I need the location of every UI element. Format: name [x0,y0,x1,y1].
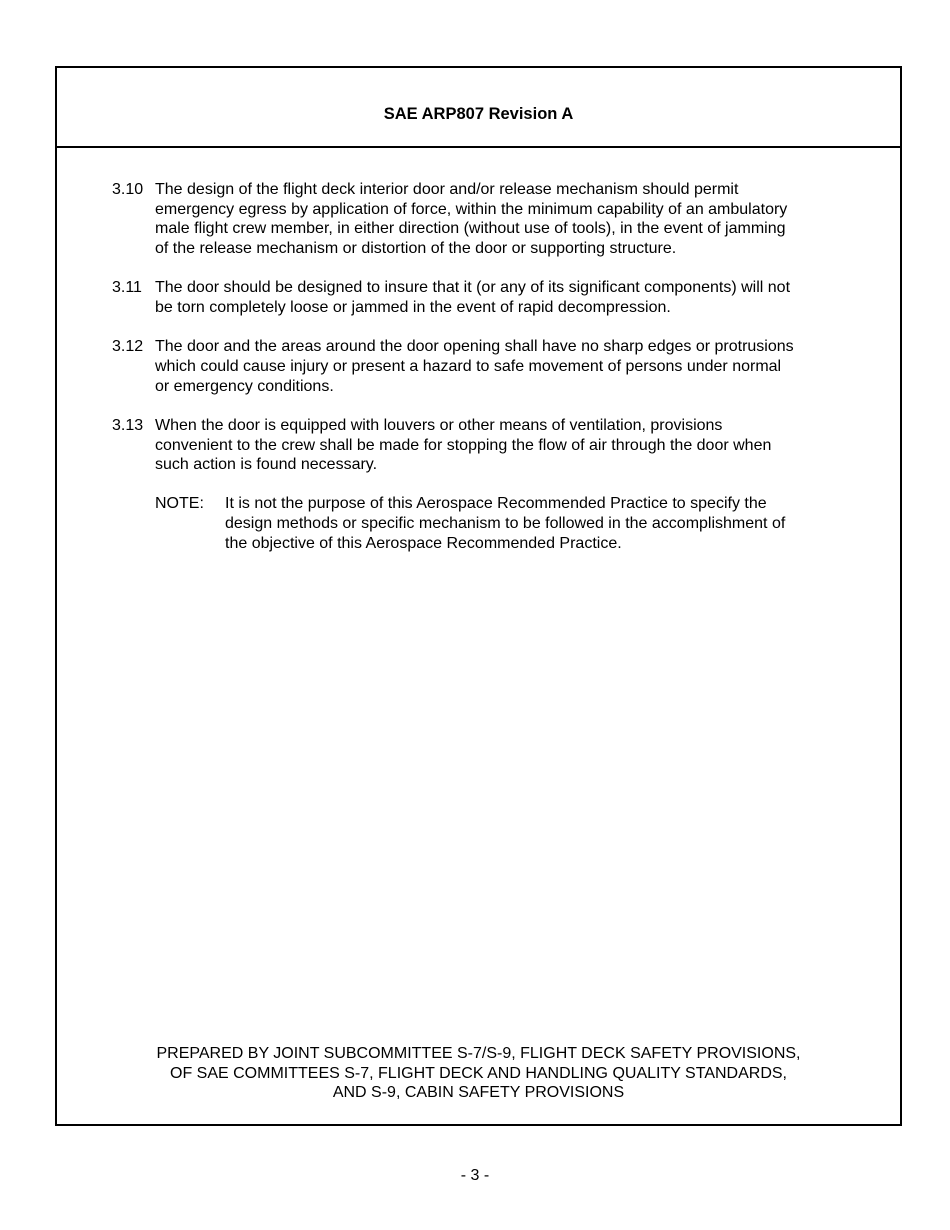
text-line: or emergency conditions. [155,377,334,395]
text-line: The door and the areas around the door opening shall have no sharp edges or protrusions [155,338,794,356]
text-line: which could cause injury or present a hazard to safe movement of persons under normal [155,357,782,375]
text-line: the objective of this Aerospace Recommended Practice. [225,534,622,552]
text-line: emergency egress by application of force, within the minimum capability of an ambulatory [155,200,788,218]
text-line: When the door is equipped with louvers or other means of ventilation, provisions [155,416,723,434]
section-text [155,337,842,396]
text-line: convenient to the crew shall be made for stopping the flow of air through the door when [155,436,772,454]
section-3-10 [112,180,842,259]
section-3-11 [112,278,842,317]
section-number: 3.13 [112,416,144,434]
section-text [155,180,842,259]
prepared-by-statement [57,1044,900,1103]
section-number: 3.11 [112,279,142,297]
note-block [155,494,842,553]
text-line: The door should be designed to insure that it (or any of its significant components) will not [155,279,791,297]
section-3-12 [112,337,842,396]
text-line: such action is found necessary. [155,456,378,474]
footer-line: PREPARED BY JOINT SUBCOMMITTEE S-7/S-9, FLIGHT DECK SAFETY PROVISIONS, [156,1045,801,1062]
text-line: male flight crew member, in either direction (without use of tools), in the event of jamming [155,220,786,238]
page-number: - 3 - [460,1167,490,1184]
footer-line: AND S-9, CABIN SAFETY PROVISIONS [332,1084,625,1102]
footer-line: OF SAE COMMITTEES S-7, FLIGHT DECK AND HANDLING QUALITY STANDARDS, [170,1064,787,1082]
section-number: 3.10 [112,181,144,198]
section-text [155,278,842,317]
document-body [112,180,842,554]
section-number: 3.12 [112,338,144,356]
page-frame [55,66,902,1126]
note-label: NOTE: [155,495,204,513]
section-3-13 [112,416,842,475]
text-line: be torn completely loose or jammed in the event of rapid decompression. [155,299,671,317]
document-title: SAE ARP807 Revision A [383,105,574,123]
text-line: of the release mechanism or distortion of the door or supporting structure. [155,240,677,258]
text-line: design methods or specific mechanism to be followed in the accomplishment of [225,515,786,533]
header-band [57,68,900,148]
text-line: It is not the purpose of this Aerospace Recommended Practice to specify the [225,495,767,513]
text-line: The design of the flight deck interior door and/or release mechanism should permit [155,181,739,198]
section-text [155,416,842,475]
note-text [225,494,842,553]
